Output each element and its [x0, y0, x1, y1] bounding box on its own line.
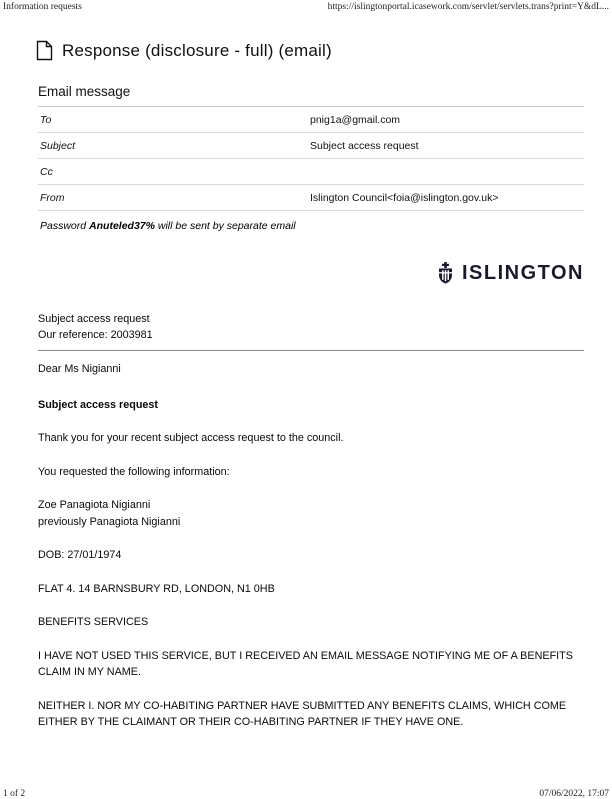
- print-header-title: Information requests: [3, 2, 82, 12]
- field-value: Islington Council<foia@islington.gov.uk>: [310, 192, 499, 204]
- field-label: To: [40, 114, 52, 126]
- islington-crest-icon: [436, 262, 455, 285]
- page-title: Response (disclosure - full) (email): [62, 40, 332, 60]
- document-icon: [36, 40, 53, 61]
- email-field-cc: [38, 159, 584, 185]
- partner-paragraph: NEITHER I. NOR MY CO-HABITING PARTNER HAVE SUBMITTED ANY BENEFITS CLAIMS, WHICH COME EITHER BY THE CLAIMANT OR THEIR CO-HABITING PARTNER IF THEY HAVE ONE.: [38, 699, 567, 728]
- address-line: FLAT 4. 14 BARNSBURY RD, LONDON, N1 0HB: [38, 582, 275, 595]
- field-label: Subject: [40, 140, 76, 152]
- claim-paragraph: I HAVE NOT USED THIS SERVICE, BUT I RECEIVED AN EMAIL MESSAGE NOTIFYING ME OF A BENEFITS CLAIM IN MY NAME.: [38, 649, 573, 678]
- field-label: Cc: [40, 166, 53, 178]
- print-footer-datetime: 07/06/2022, 17:07: [539, 789, 609, 799]
- email-field-subject: [38, 133, 584, 159]
- field-label: From: [40, 192, 65, 204]
- reference-divider: [38, 350, 584, 351]
- dob-line: DOB: 27/01/1974: [38, 549, 122, 561]
- email-message-heading: Email message: [38, 84, 584, 107]
- letter-body: [38, 311, 584, 731]
- requested-intro-paragraph: You requested the following information:: [38, 465, 230, 478]
- our-reference: Our reference: 2003981: [38, 329, 153, 341]
- email-field-from: [38, 185, 584, 211]
- thanks-paragraph: Thank you for your recent subject access request to the council.: [38, 432, 344, 444]
- service-line: BENEFITS SERVICES: [38, 616, 149, 628]
- password-value: Anuteled37%: [89, 220, 155, 232]
- password-note-suffix: will be sent by separate email: [154, 220, 296, 232]
- password-note: [38, 220, 584, 232]
- password-note-prefix: Password: [40, 220, 90, 232]
- request-type: Subject access request: [38, 313, 150, 325]
- email-field-to: [38, 107, 584, 133]
- document-title-row: [36, 40, 584, 61]
- print-header-url: https://islingtonportal.icasework.com/servlet/servlets.trans?print=Y&dL...: [327, 2, 609, 12]
- field-value: Subject access request: [310, 140, 419, 152]
- council-logo-text: ISLINGTON: [461, 262, 584, 284]
- council-logo: [38, 262, 584, 285]
- letter-heading: Subject access request: [38, 398, 159, 411]
- print-footer-page: 1 of 2: [3, 789, 26, 799]
- salutation: Dear Ms Nigianni: [38, 363, 121, 375]
- requester-previous-name: previously Panagiota Nigianni: [38, 515, 181, 528]
- requester-name-block: [38, 497, 584, 530]
- document-content: [38, 40, 584, 731]
- field-value: pnig1a@gmail.com: [310, 114, 401, 126]
- requester-name: Zoe Panagiota Nigianni: [38, 499, 151, 511]
- reference-block: [38, 311, 584, 343]
